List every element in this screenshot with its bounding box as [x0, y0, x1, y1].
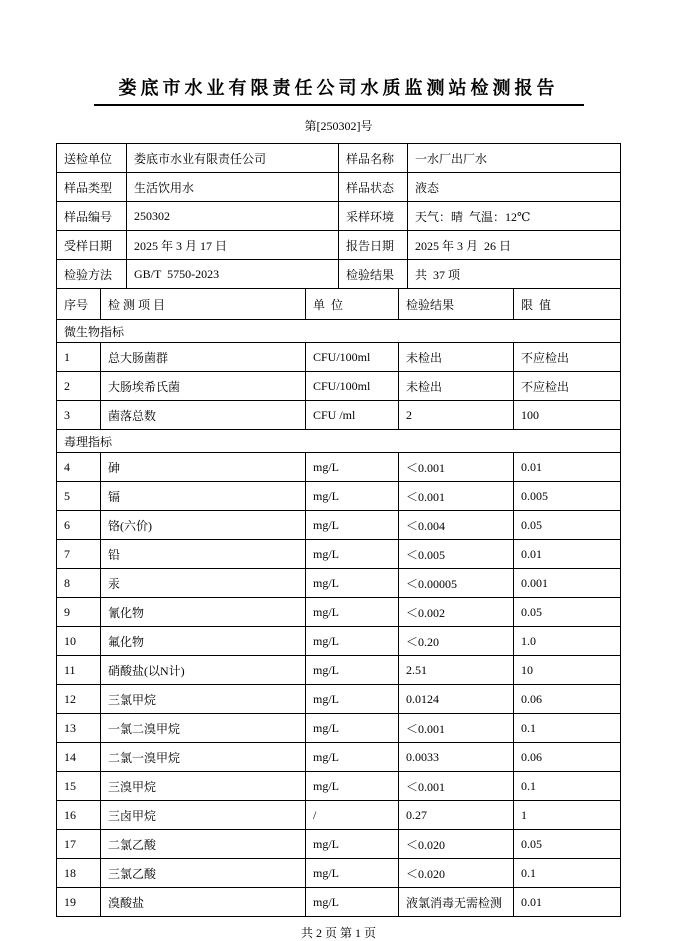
cell-item: 硝酸盐(以N计) [101, 656, 306, 685]
results-table [56, 288, 621, 917]
cell-limit: 0.06 [514, 743, 621, 772]
result-row [57, 511, 621, 540]
cell-result: ＜0.001 [399, 714, 514, 743]
result-row [57, 685, 621, 714]
cell-unit: mg/L [306, 772, 399, 801]
cell-no: 8 [57, 569, 101, 598]
cell-result: ＜0.002 [399, 598, 514, 627]
cell-item: 溴酸盐 [101, 888, 306, 917]
col-header-result: 检验结果 [399, 289, 514, 320]
info-label: 样品编号 [57, 202, 127, 231]
cell-no: 13 [57, 714, 101, 743]
cell-limit: 0.01 [514, 888, 621, 917]
cell-unit: mg/L [306, 627, 399, 656]
cell-unit: mg/L [306, 453, 399, 482]
info-value: 250302 [127, 202, 339, 231]
cell-result: ＜0.020 [399, 859, 514, 888]
cell-result: 未检出 [399, 343, 514, 372]
info-value: 液态 [408, 173, 621, 202]
cell-no: 6 [57, 511, 101, 540]
cell-no: 4 [57, 453, 101, 482]
cell-item: 氟化物 [101, 627, 306, 656]
cell-item: 铬(六价) [101, 511, 306, 540]
cell-result: 2 [399, 401, 514, 430]
info-row [57, 231, 621, 260]
result-row [57, 540, 621, 569]
cell-item: 二氯一溴甲烷 [101, 743, 306, 772]
result-row [57, 401, 621, 430]
cell-no: 3 [57, 401, 101, 430]
result-row [57, 859, 621, 888]
col-header-limit: 限 值 [514, 289, 621, 320]
cell-result: ＜0.020 [399, 830, 514, 859]
info-value: 共 37 项 [408, 260, 621, 289]
result-row [57, 598, 621, 627]
cell-no: 19 [57, 888, 101, 917]
cell-result: ＜0.001 [399, 482, 514, 511]
cell-unit: mg/L [306, 656, 399, 685]
cell-limit: 100 [514, 401, 621, 430]
sample-info-table [56, 143, 621, 289]
cell-item: 总大肠菌群 [101, 343, 306, 372]
cell-unit: / [306, 801, 399, 830]
cell-limit: 1 [514, 801, 621, 830]
page-footer: 共 2 页 第 1 页 [300, 926, 376, 940]
cell-no: 14 [57, 743, 101, 772]
info-value: GB/T 5750-2023 [127, 260, 339, 289]
info-value: 2025 年 3 月 17 日 [127, 231, 339, 260]
cell-limit: 10 [514, 656, 621, 685]
info-value: 2025 年 3 月 26 日 [408, 231, 621, 260]
info-label: 样品类型 [57, 173, 127, 202]
cell-item: 汞 [101, 569, 306, 598]
report-number: 第[250302]号 [304, 119, 373, 133]
cell-result: ＜0.005 [399, 540, 514, 569]
cell-result: ＜0.001 [399, 772, 514, 801]
title-underline [94, 104, 584, 106]
cell-unit: mg/L [306, 859, 399, 888]
result-row [57, 372, 621, 401]
cell-no: 18 [57, 859, 101, 888]
cell-unit: mg/L [306, 511, 399, 540]
info-value: 生活饮用水 [127, 173, 339, 202]
cell-unit: mg/L [306, 685, 399, 714]
cell-unit: mg/L [306, 743, 399, 772]
cell-no: 2 [57, 372, 101, 401]
cell-unit: CFU/100ml [306, 343, 399, 372]
result-row [57, 569, 621, 598]
cell-item: 氰化物 [101, 598, 306, 627]
info-label: 样品状态 [339, 173, 408, 202]
result-row [57, 482, 621, 511]
results-header-row [57, 289, 621, 320]
info-row [57, 260, 621, 289]
cell-limit: 1.0 [514, 627, 621, 656]
cell-unit: CFU /ml [306, 401, 399, 430]
cell-unit: mg/L [306, 830, 399, 859]
cell-result: ＜0.00005 [399, 569, 514, 598]
cell-limit: 0.001 [514, 569, 621, 598]
col-header-unit: 单 位 [306, 289, 399, 320]
report-title: 娄底市水业有限责任公司水质监测站检测报告 [118, 78, 559, 98]
section-label: 微生物指标 [57, 320, 621, 343]
info-value: 天气：晴 气温：12℃ [408, 202, 621, 231]
cell-item: 铅 [101, 540, 306, 569]
cell-unit: mg/L [306, 888, 399, 917]
info-label: 检验结果 [339, 260, 408, 289]
cell-limit: 不应检出 [514, 372, 621, 401]
info-label: 报告日期 [339, 231, 408, 260]
cell-no: 17 [57, 830, 101, 859]
cell-result: 0.0124 [399, 685, 514, 714]
cell-no: 16 [57, 801, 101, 830]
cell-unit: CFU/100ml [306, 372, 399, 401]
section-label: 毒理指标 [57, 430, 621, 453]
info-value: 一水厂出厂水 [408, 144, 621, 173]
info-row [57, 202, 621, 231]
cell-limit: 0.06 [514, 685, 621, 714]
result-row [57, 343, 621, 372]
cell-limit: 0.1 [514, 859, 621, 888]
col-header-item: 检 测 项 目 [101, 289, 306, 320]
result-row [57, 743, 621, 772]
cell-item: 二氯乙酸 [101, 830, 306, 859]
cell-no: 5 [57, 482, 101, 511]
cell-limit: 0.05 [514, 598, 621, 627]
result-row [57, 656, 621, 685]
info-row [57, 144, 621, 173]
cell-limit: 0.01 [514, 453, 621, 482]
cell-no: 15 [57, 772, 101, 801]
cell-result: 未检出 [399, 372, 514, 401]
cell-result: 2.51 [399, 656, 514, 685]
cell-no: 12 [57, 685, 101, 714]
cell-unit: mg/L [306, 540, 399, 569]
cell-limit: 0.05 [514, 830, 621, 859]
cell-result: 0.0033 [399, 743, 514, 772]
info-label: 受样日期 [57, 231, 127, 260]
cell-item: 砷 [101, 453, 306, 482]
cell-no: 1 [57, 343, 101, 372]
result-row [57, 772, 621, 801]
cell-result: ＜0.20 [399, 627, 514, 656]
cell-item: 三卤甲烷 [101, 801, 306, 830]
cell-result: ＜0.004 [399, 511, 514, 540]
cell-no: 7 [57, 540, 101, 569]
cell-limit: 0.05 [514, 511, 621, 540]
section-row [57, 430, 621, 453]
cell-result: ＜0.001 [399, 453, 514, 482]
cell-item: 三溴甲烷 [101, 772, 306, 801]
cell-item: 一氯二溴甲烷 [101, 714, 306, 743]
result-row [57, 627, 621, 656]
info-label: 检验方法 [57, 260, 127, 289]
cell-unit: mg/L [306, 598, 399, 627]
cell-no: 9 [57, 598, 101, 627]
cell-item: 大肠埃希氏菌 [101, 372, 306, 401]
info-row [57, 173, 621, 202]
info-value: 娄底市水业有限责任公司 [127, 144, 339, 173]
cell-limit: 0.005 [514, 482, 621, 511]
result-row [57, 453, 621, 482]
result-row [57, 714, 621, 743]
info-label: 样品名称 [339, 144, 408, 173]
cell-limit: 0.1 [514, 714, 621, 743]
cell-limit: 0.1 [514, 772, 621, 801]
cell-unit: mg/L [306, 714, 399, 743]
info-label: 采样环境 [339, 202, 408, 231]
cell-item: 三氯甲烷 [101, 685, 306, 714]
cell-no: 10 [57, 627, 101, 656]
cell-unit: mg/L [306, 482, 399, 511]
cell-no: 11 [57, 656, 101, 685]
cell-limit: 不应检出 [514, 343, 621, 372]
section-row [57, 320, 621, 343]
info-label: 送检单位 [57, 144, 127, 173]
result-row [57, 801, 621, 830]
result-row [57, 888, 621, 917]
cell-result: 0.27 [399, 801, 514, 830]
cell-result: 液氯消毒无需检测 [399, 888, 514, 917]
cell-unit: mg/L [306, 569, 399, 598]
cell-item: 菌落总数 [101, 401, 306, 430]
cell-item: 镉 [101, 482, 306, 511]
result-row [57, 830, 621, 859]
col-header-no: 序号 [57, 289, 101, 320]
cell-item: 三氯乙酸 [101, 859, 306, 888]
cell-limit: 0.01 [514, 540, 621, 569]
